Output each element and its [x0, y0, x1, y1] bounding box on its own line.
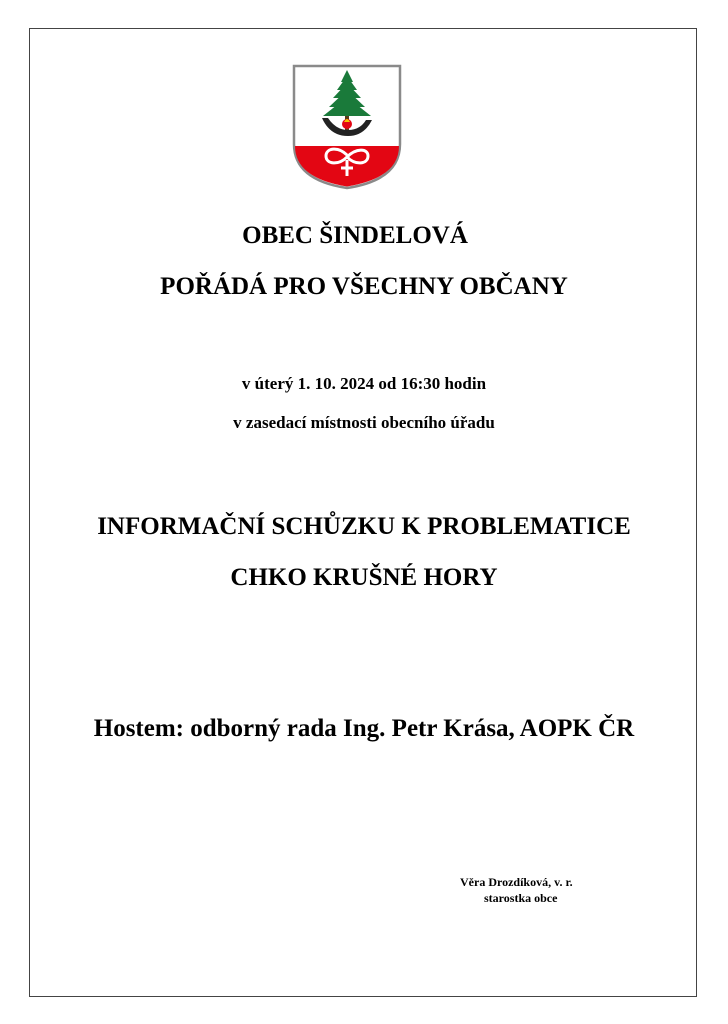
- signature-role: starostka obce: [484, 891, 558, 905]
- title-line-1: OBEC ŠINDELOVÁ: [242, 222, 468, 249]
- coat-of-arms-icon: [290, 62, 404, 192]
- topic-line-2: CHKO KRUŠNÉ HORY: [230, 564, 498, 591]
- event-date-time: v úterý 1. 10. 2024 od 16:30 hodin: [241, 374, 487, 393]
- signature-name: Věra Drozdíková, v. r.: [460, 875, 573, 889]
- topic-line-1: INFORMAČNÍ SCHŮZKU K PROBLEMATICE: [97, 513, 631, 540]
- guest-speaker: Hostem: odborný rada Ing. Petr Krása, AOPK ČR: [93, 715, 635, 742]
- title-line-2: POŘÁDÁ PRO VŠECHNY OBČANY: [160, 273, 568, 300]
- event-location: v zasedací místnosti obecního úřadu: [233, 413, 495, 432]
